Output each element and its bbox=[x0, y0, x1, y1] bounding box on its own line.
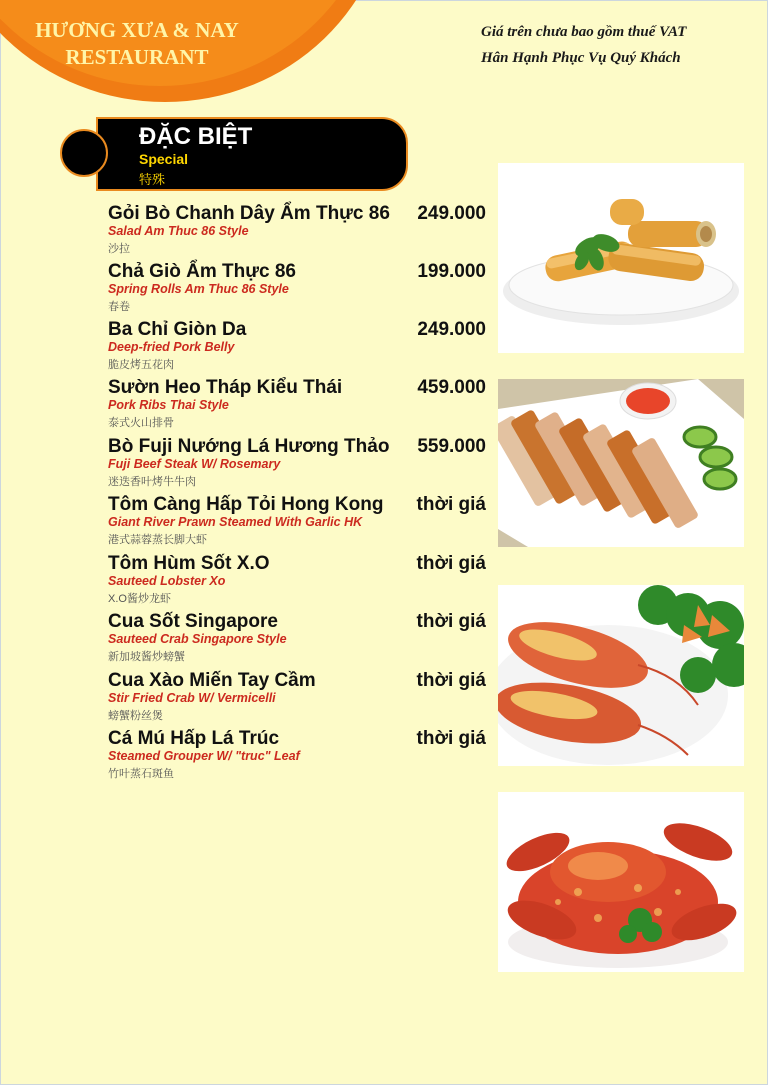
menu-item bbox=[108, 611, 490, 667]
section-title-english: Special bbox=[139, 151, 189, 167]
spring-rolls-photo bbox=[498, 163, 744, 353]
dish-name: Tôm Càng Hấp Tỏi Hong Kong bbox=[108, 494, 384, 515]
section-banner-circle bbox=[60, 129, 108, 177]
dish-name-english: Giant River Prawn Steamed With Garlic HK bbox=[108, 515, 363, 529]
dish-name-chinese: 春卷 bbox=[108, 301, 130, 313]
welcome-note: Hân Hạnh Phục Vụ Quý Khách bbox=[481, 50, 681, 66]
lobster-photo bbox=[498, 585, 744, 766]
dish-price: 199.000 bbox=[417, 261, 486, 282]
dish-name: Gỏi Bò Chanh Dây Ẩm Thực 86 bbox=[108, 203, 390, 224]
menu-item bbox=[108, 553, 490, 609]
dish-price: thời giá bbox=[416, 670, 486, 691]
dish-name-chinese: 新加坡酱炒螃蟹 bbox=[108, 651, 185, 663]
dish-name-english: Fuji Beef Steak W/ Rosemary bbox=[108, 457, 281, 471]
dish-name-chinese: X.O酱炒龙虾 bbox=[108, 593, 171, 605]
dish-price: 459.000 bbox=[417, 377, 486, 398]
dish-name: Chả Giò Ẩm Thực 86 bbox=[108, 261, 296, 282]
menu-item bbox=[108, 261, 490, 317]
dish-name-english: Spring Rolls Am Thuc 86 Style bbox=[108, 282, 289, 296]
dish-price: 249.000 bbox=[417, 203, 486, 224]
dish-name: Bò Fuji Nướng Lá Hương Thảo bbox=[108, 436, 390, 457]
dish-name-english: Stir Fried Crab W/ Vermicelli bbox=[108, 691, 276, 705]
dish-name-english: Pork Ribs Thai Style bbox=[108, 398, 229, 412]
dish-name-chinese: 沙拉 bbox=[108, 243, 130, 255]
section-title-chinese: 特殊 bbox=[139, 172, 166, 187]
dish-name: Sườn Heo Tháp Kiểu Thái bbox=[108, 377, 343, 398]
dish-name-english: Steamed Grouper W/ "truc" Leaf bbox=[108, 749, 300, 763]
menu-item bbox=[108, 494, 490, 550]
dish-name-english: Sauteed Lobster Xo bbox=[108, 574, 226, 588]
dish-name: Cua Sốt Singapore bbox=[108, 611, 278, 632]
menu-item bbox=[108, 436, 490, 492]
dish-name-chinese: 港式蒜蓉蒸长脚大虾 bbox=[108, 534, 207, 546]
menu-item bbox=[108, 670, 490, 726]
restaurant-subtitle: RESTAURANT bbox=[65, 45, 209, 69]
section-title: ĐẶC BIỆT bbox=[139, 123, 253, 150]
dish-name: Cua Xào Miến Tay Cầm bbox=[108, 670, 316, 691]
dish-name: Ba Chỉ Giòn Da bbox=[108, 319, 247, 340]
crab-photo bbox=[498, 792, 744, 972]
dish-name-chinese: 竹叶蒸石斑鱼 bbox=[108, 768, 174, 780]
dish-name-chinese: 迷迭香叶烤牛牛肉 bbox=[108, 476, 196, 488]
dish-name-chinese: 泰式火山排骨 bbox=[108, 417, 174, 429]
dish-name-chinese: 脆皮烤五花肉 bbox=[108, 359, 174, 371]
dish-name: Tôm Hùm Sốt X.O bbox=[108, 553, 270, 574]
vat-note: Giá trên chưa bao gồm thuế VAT bbox=[481, 24, 687, 40]
menu-item bbox=[108, 728, 490, 784]
dish-price: thời giá bbox=[416, 553, 486, 574]
menu-item bbox=[108, 203, 490, 259]
dish-name-english: Deep-fried Pork Belly bbox=[108, 340, 235, 354]
dish-price: thời giá bbox=[416, 611, 486, 632]
dish-price: thời giá bbox=[416, 494, 486, 515]
dish-price: 559.000 bbox=[417, 436, 486, 457]
menu-item bbox=[108, 319, 490, 375]
dish-price: thời giá bbox=[416, 728, 486, 749]
dish-name-english: Sauteed Crab Singapore Style bbox=[108, 632, 287, 646]
menu-item bbox=[108, 377, 490, 433]
restaurant-name: HƯƠNG XƯA & NAY bbox=[35, 18, 239, 42]
dish-name-english: Salad Am Thuc 86 Style bbox=[108, 224, 249, 238]
dish-name-chinese: 螃蟹粉丝煲 bbox=[108, 710, 163, 722]
dish-price: 249.000 bbox=[417, 319, 486, 340]
dish-name: Cá Mú Hấp Lá Trúc bbox=[108, 728, 280, 749]
pork-belly-photo bbox=[498, 379, 744, 547]
